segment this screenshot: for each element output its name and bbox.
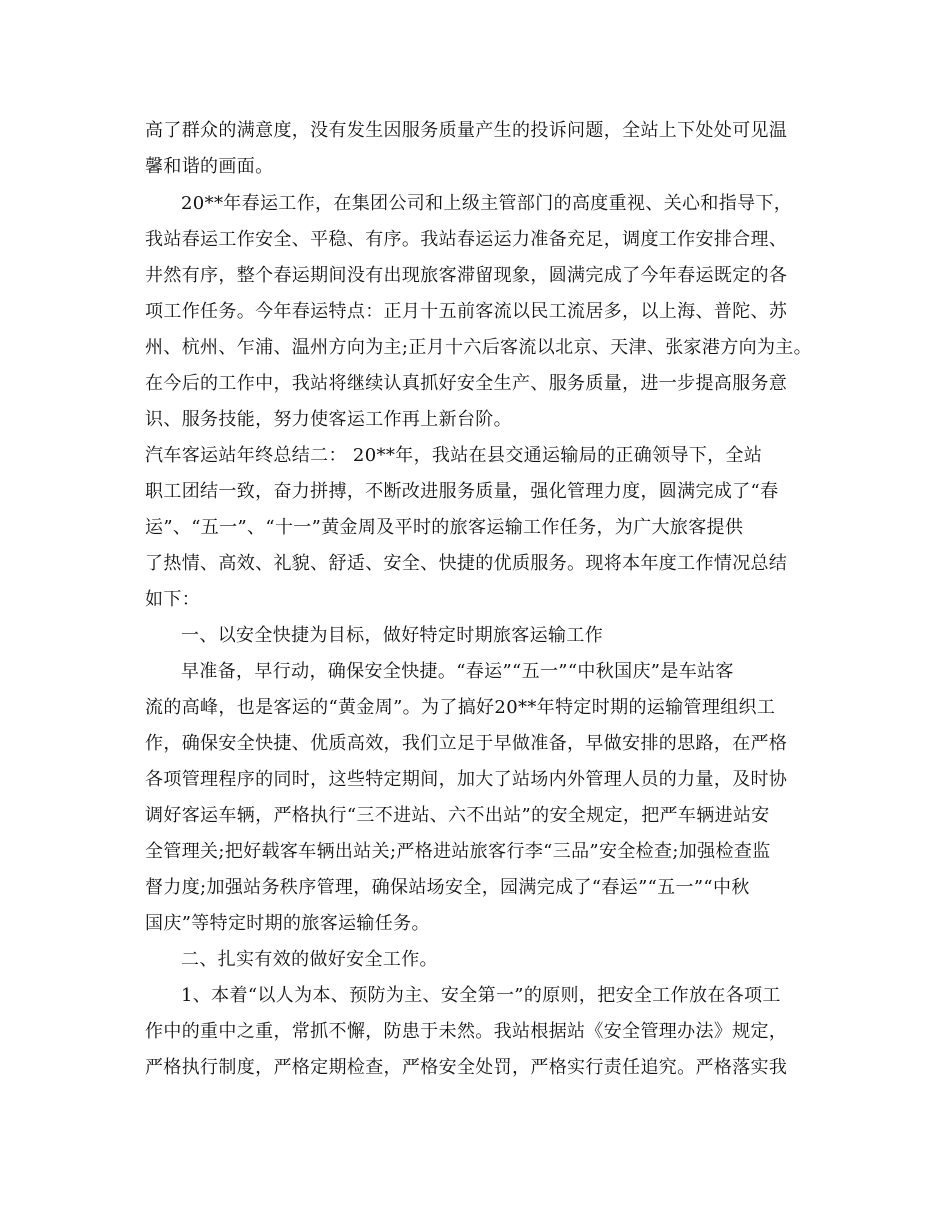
subheading-line: 二、扎实有效的做好安全工作。 <box>181 949 438 970</box>
text-line: 项工作任务。今年春运特点：正月十五前客流以民工流居多，以上海、普陀、苏 <box>145 301 788 322</box>
text-line: 20**年春运工作，在集团公司和上级主管部门的高度重视、关心和指导下， <box>181 193 793 214</box>
text-line: 流的高峰，也是客运的“黄金周”。为了搞好20**年特定时期的运输管理组织工 <box>145 697 776 718</box>
text-line: 严格执行制度，严格定期检查，严格安全处罚，严格实行责任追究。严格落实我 <box>145 1057 788 1078</box>
text-line: 调好客运车辆，严格执行“三不进站、六不出站”的安全规定，把严车辆进站安 <box>145 805 770 826</box>
text-line: 作，确保安全快捷、优质高效，我们立足于早做准备，早做安排的思路，在严格 <box>145 733 788 754</box>
section-heading-line: 汽车客运站年终总结二： 20**年，我站在县交通运输局的正确领导下，全站 <box>145 445 763 466</box>
text-line: 了热情、高效、礼貌、舒适、安全、快捷的优质服务。现将本年度工作情况总结 <box>145 553 788 574</box>
text-line: 馨和谐的画面。 <box>145 156 274 177</box>
text-line: 全管理关;把好载客车辆出站关;严格进站旅客行李“三品”安全检查;加强检查监 <box>145 841 771 862</box>
text-line: 运”、“五一”、“十一”黄金周及平时的旅客运输工作任务，为广大旅客提供 <box>145 517 744 538</box>
text-line: 井然有序，整个春运期间没有出现旅客滞留现象，圆满完成了今年春运既定的各 <box>145 265 788 286</box>
text-line: 州、杭州、乍浦、温州方向为主;正月十六后客流以北京、天津、张家港方向为主。 <box>145 337 813 358</box>
subheading-line: 一、以安全快捷为目标，做好特定时期旅客运输工作 <box>181 625 604 646</box>
text-line: 识、服务技能，努力使客运工作再上新台阶。 <box>145 409 512 430</box>
text-line: 1、本着“以人为本、预防为主、安全第一”的原则，把安全工作放在各项工 <box>181 985 781 1006</box>
text-line: 高了群众的满意度，没有发生因服务质量产生的投诉问题，全站上下处处可见温 <box>145 120 788 141</box>
text-line: 作中的重中之重，常抓不懈，防患于未然。我站根据站《安全管理办法》规定， <box>145 1021 788 1042</box>
text-line: 国庆”等特定时期的旅客运输任务。 <box>145 913 430 934</box>
text-line: 各项管理程序的同时，这些特定期间，加大了站场内外管理人员的力量，及时协 <box>145 769 788 790</box>
text-line: 在今后的工作中，我站将继续认真抓好安全生产、服务质量，进一步提高服务意 <box>145 373 788 394</box>
text-line: 职工团结一致，奋力拼搏，不断改进服务质量，强化管理力度，圆满完成了“春 <box>145 481 779 502</box>
text-line: 如下： <box>145 589 201 610</box>
text-line: 督力度;加强站务秩序管理，确保站场安全，园满完成了“春运”“五一”“中秋 <box>145 877 750 898</box>
text-line: 我站春运工作安全、平稳、有序。我站春运运力准备充足，调度工作安排合理、 <box>145 229 788 250</box>
text-line: 早准备，早行动，确保安全快捷。“春运”“五一”“中秋国庆”是车站客 <box>181 661 734 682</box>
